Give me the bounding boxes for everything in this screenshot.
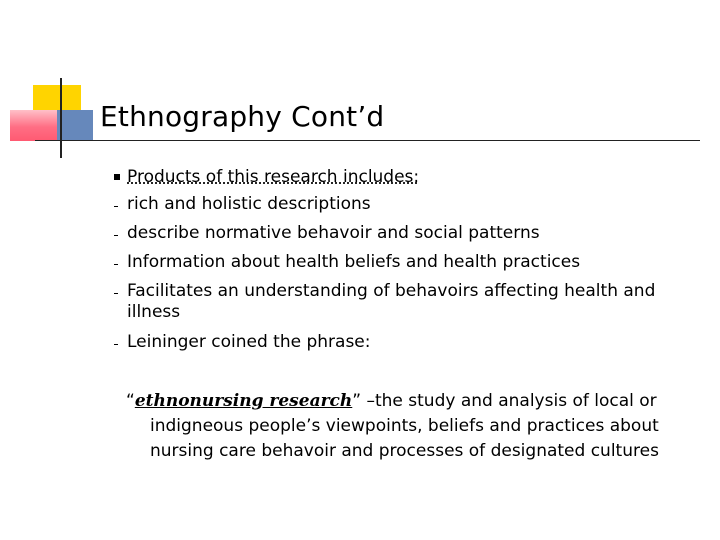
bullet-text: Facilitates an understanding of behavoirs affecting health and illness [127, 281, 656, 322]
bullet-item [113, 194, 683, 215]
bullet-item [113, 252, 683, 273]
dash-bullet-icon [114, 264, 118, 265]
dash-bullet-icon [114, 344, 118, 345]
bullet-text: Information about health beliefs and health practices [127, 252, 581, 272]
bullet-text: Products of this research includes: [127, 167, 420, 187]
square-bullet-icon [114, 174, 120, 180]
title-divider-line [35, 140, 700, 141]
open-quote-mark: “ [126, 391, 135, 411]
bullet-item [113, 332, 683, 353]
bullet-text: describe normative behavoir and social patterns [127, 223, 540, 243]
slide-title: Ethnography Cont’d [100, 100, 385, 133]
quote-term: ethnonursing research [134, 391, 353, 411]
dash-bullet-icon [114, 293, 118, 294]
bullet-item [113, 281, 683, 323]
bullet-item [113, 167, 683, 188]
decor-vertical-line [60, 78, 62, 158]
dash-bullet-icon [114, 235, 118, 236]
definition-quote [126, 389, 686, 464]
quote-line1: ” –the study and analysis of local or [352, 391, 657, 411]
decor-blue-square [57, 110, 93, 141]
bullet-text: Leininger coined the phrase: [127, 332, 371, 352]
bullet-item [113, 223, 683, 244]
quote-line2: indigneous people’s viewpoints, beliefs and practices about nursing care behavoir and processes of designated cultures [150, 416, 659, 461]
dash-bullet-icon [114, 206, 118, 207]
bullet-text: rich and holistic descriptions [127, 194, 371, 214]
decor-red-square [10, 110, 58, 141]
